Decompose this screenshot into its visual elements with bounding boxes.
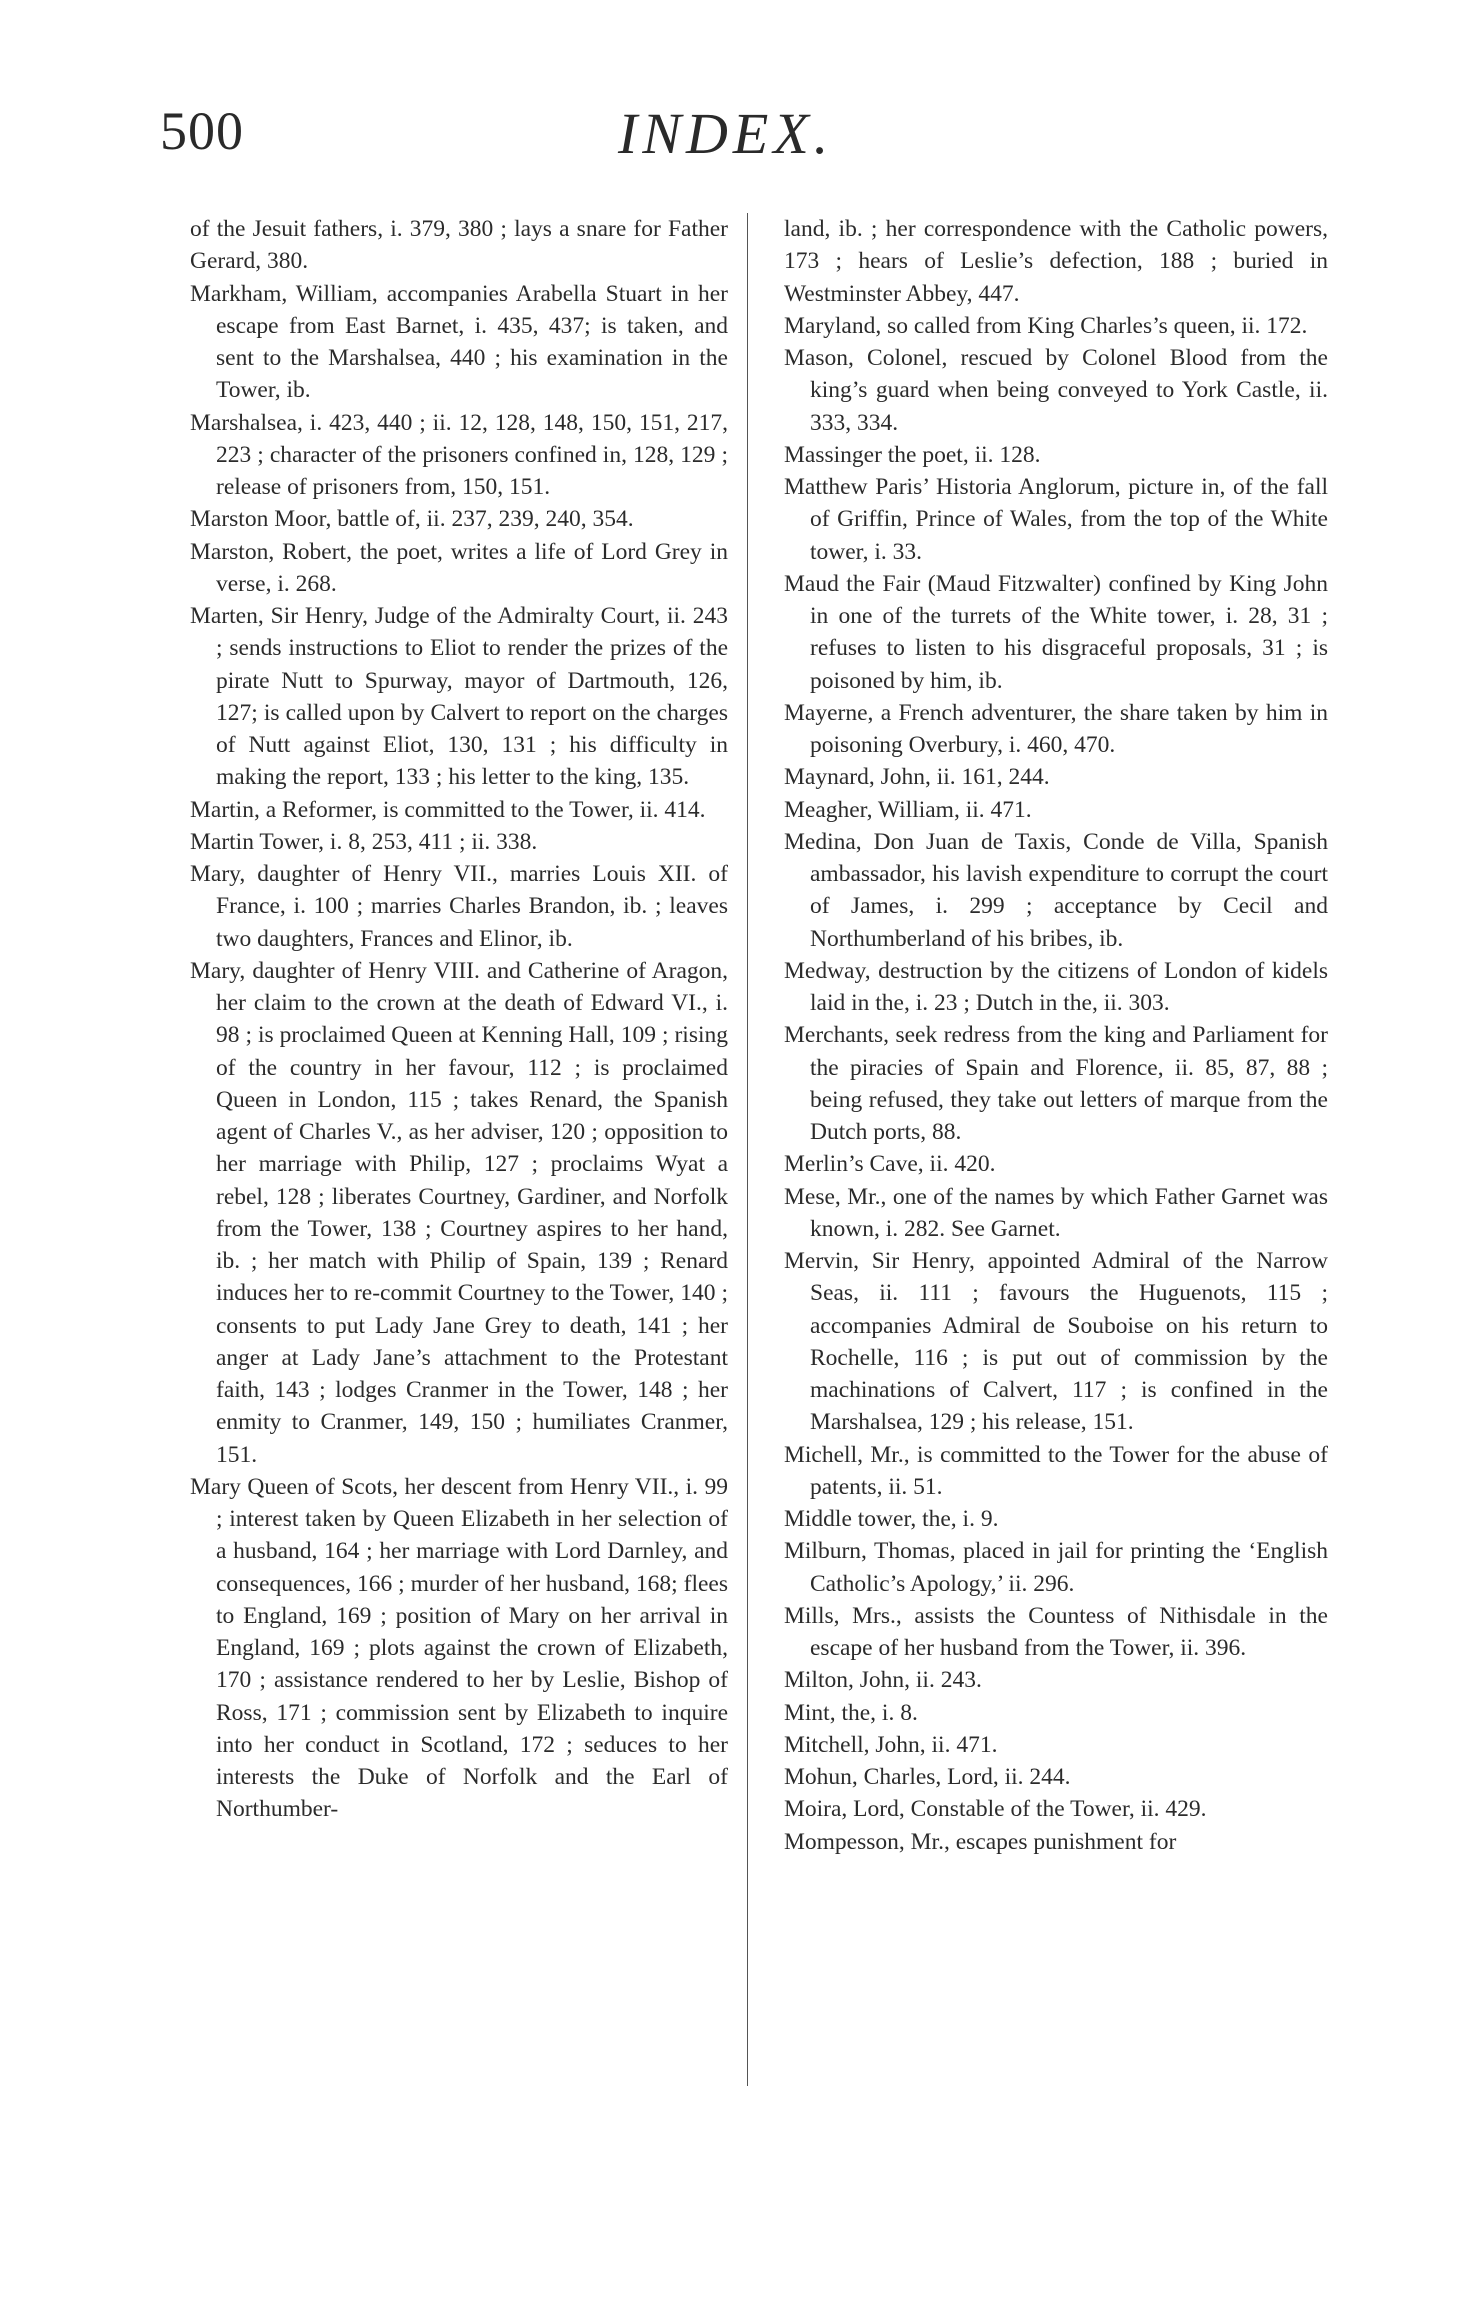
index-entry [190, 213, 728, 278]
index-entry [190, 536, 728, 601]
index-entry-text: (Maud Fitzwalter) confined by King John in one of the turrets of the White tower, i. 28, 31 ; refuses to listen to his disgraceful proposals, 31 ; is poisoned by him, ib. [810, 570, 1328, 694]
index-entry-text: daughter of Henry VII., marries Louis XII. of France, i. 100 ; marries Charles Brandon, ib. ; leaves two daughters, Frances and Elinor, ib. [216, 861, 728, 952]
index-entry [190, 826, 728, 858]
index-entry-text: assists the Countess of Nithisdale in the escape of her husband from the Tower, ii. 396. [810, 1602, 1328, 1661]
index-entry-text: so called from King Charles’s queen, ii. 172. [881, 312, 1308, 339]
index-entry-text: Historia Anglorum, picture in, of the fall of Griffin, Prince of Wales, from the top of the White tower, i. 33. [810, 474, 1329, 565]
index-entry-text: a Reformer, is committed to the Tower, ii. 414. [259, 796, 706, 823]
index-entry-text: the, i. 9. [916, 1506, 999, 1532]
index-entry [784, 1181, 1328, 1246]
index-headword: Matthew Paris’ [784, 474, 929, 500]
index-entry-text: Constable of the Tower, ii. 429. [904, 1796, 1207, 1823]
index-headword: Mint, [784, 1699, 836, 1726]
index-entry [190, 1471, 728, 1826]
index-entry-text: daughter of Henry VIII. and Catherine of Aragon, her claim to the crown at the death of Edward VI., i. 98 ; is proclaimed Queen at Kenning Hall, 109 ; rising of the country in her favour, 112 ; is proclaimed Queen in London, 115 ; takes Renard, the Spanish agent of Charles V., as her adviser, 120 ; opposition to her marriage with Philip, 127 ; proclaims Wyat a rebel, 128 ; liberates Courtney, Gardiner, and Norfolk from the Tower, 138 ; Courtney aspires to her hand, ib. ; her match with Philip of Spain, 139 ; Renard induces her to re-commit Courtney to the Tower, 140 ; consents to put Lady Jane Grey to death, 141 ; her anger at Lady Jane’s attachment to the Protestant faith, 143 ; lodges Cranmer in the Tower, 148 ; her enmity to Cranmer, 149, 150 ; humiliates Cranmer, 151. [216, 957, 728, 1468]
index-entry-text: the poet, ii. 128. [881, 441, 1041, 468]
index-entry [784, 1793, 1328, 1825]
index-entry-text: destruction by the citizens of London of kidels laid in the, i. 23 ; Dutch in the, ii. 303. [810, 957, 1328, 1016]
index-headword: Martin, [190, 796, 260, 823]
index-entry [190, 278, 728, 407]
index-entry [784, 1535, 1328, 1600]
index-entry-text: a French adventurer, the share taken by him in poisoning Overbury, i. 460, 470. [810, 699, 1328, 758]
index-entry [784, 1826, 1328, 1858]
index-entry [784, 826, 1328, 955]
index-headword: Mills, Mrs., [784, 1602, 902, 1629]
index-entry-text: of the Jesuit fathers, i. 379, 380 ; lays a snare for Father Gerard, 380. [190, 216, 728, 275]
index-entry [190, 794, 728, 826]
index-entry-text: rescued by Colonel Blood from the king’s guard when being conveyed to York Castle, ii. 333, 334. [810, 345, 1328, 436]
index-entry-text: Judge of the Admiralty Court, ii. 243 ; sends instructions to Eliot to render the prizes of the pirate Nutt to Spurway, mayor of Dartmouth, 126, 127; is called upon by Calvert to report on the charges of Nutt against Eliot, 130, 131 ; his difficulty in making the report, 133 ; his letter to the king, 135. [216, 603, 728, 791]
index-headword: Michell, Mr., [784, 1441, 910, 1468]
index-entry-text: land, ib. ; her correspondence with the Catholic powers, 173 ; hears of Leslie’s defection, 188 ; buried in Westminster Abbey, 447. [784, 216, 1328, 307]
index-headword: Maud the Fair [784, 570, 921, 597]
index-entry-text: i. 8, 253, 411 ; ii. 338. [324, 828, 538, 855]
index-headword: Mohun, Charles, Lord, [784, 1764, 999, 1790]
index-headword: Massinger [784, 441, 882, 468]
index-entry-text: escapes punishment for [949, 1828, 1177, 1855]
index-headword: Martin Tower, [190, 828, 325, 855]
index-entry [190, 600, 728, 794]
index-headword: Marshalsea, [190, 409, 303, 436]
index-headword: Mary, [190, 861, 246, 887]
index-headword: Meagher, William, [784, 796, 960, 823]
index-entry [190, 955, 728, 1471]
index-entry [784, 342, 1328, 439]
index-entry [784, 1761, 1328, 1793]
index-headword: Maynard, John, [784, 764, 931, 791]
index-headword: Mese, Mr., [784, 1183, 887, 1210]
index-headword: Marston Moor, [190, 506, 332, 533]
index-entry [784, 1148, 1328, 1180]
index-entry [784, 1439, 1328, 1504]
index-headword: Merlin’s Cave, [784, 1151, 924, 1178]
index-entry [784, 794, 1328, 826]
index-entry-text: ii. 471. [925, 1731, 998, 1758]
index-headword: Middle tower, [784, 1506, 917, 1532]
index-entry [784, 439, 1328, 471]
index-entry [784, 955, 1328, 1020]
index-entry-text: placed in jail for printing the ‘English Catholic’s Apology,’ ii. 296. [810, 1538, 1328, 1597]
index-headword: Markham, William, [190, 280, 378, 307]
index-headword: Mompesson, Mr., [784, 1828, 950, 1855]
index-entry [784, 213, 1328, 310]
index-entry-text: ii. 420. [923, 1151, 996, 1178]
index-entry-text: ii. 471. [959, 796, 1032, 823]
index-column-left [190, 213, 728, 1826]
index-entry-text: one of the names by which Father Garnet was known, i. 282. See Garnet. [810, 1183, 1328, 1242]
index-entry [784, 697, 1328, 762]
index-column-right [784, 213, 1328, 1858]
index-entry [784, 1697, 1328, 1729]
page-title: INDEX. [618, 101, 834, 166]
index-headword: Milburn, Thomas, [784, 1538, 956, 1565]
index-entry-text: ii. 244. [998, 1764, 1071, 1790]
index-headword: Mary Queen of Scots, [190, 1473, 399, 1500]
index-headword: Milton, John, [784, 1667, 911, 1694]
index-entry-text: seek redress from the king and Parliament for the piracies of Spain and Florence, ii. 85, 87, 88 ; being refused, they take out letters of marque from the Dutch ports, 88. [810, 1022, 1328, 1145]
index-headword: Medina, Don Juan de Taxis, [784, 828, 1072, 855]
index-headword: Mary, [190, 957, 246, 984]
index-headword: Mitchell, John, [784, 1731, 926, 1758]
index-headword: Marten, Sir Henry, [190, 603, 368, 629]
index-headword: Maryland, [784, 312, 882, 339]
index-entry-text: i. 423, 440 ; ii. 12, 128, 148, 150, 151, 217, 223 ; character of the prisoners confined in, 128, 129 ; release of prisoners from, 150, 151. [216, 409, 728, 500]
index-headword: Medway, [784, 957, 871, 984]
page-number: 500 [160, 101, 244, 161]
index-headword: Mayerne, [784, 699, 874, 726]
index-entry [190, 503, 728, 535]
index-entry-text: accompanies Arabella Stuart in her escape from East Barnet, i. 435, 437; is taken, and sent to the Marshalsea, 440 ; his examination in the Tower, ib. [216, 280, 728, 404]
index-entry-text: ii. 161, 244. [930, 764, 1050, 791]
index-entry [190, 858, 728, 955]
index-entry-text: appointed Admiral of the Narrow Seas, ii. 111 ; favours the Huguenots, 115 ; accompanies Admiral de Souboise on his return to Rochelle, 116 ; is put out of commission by the machinations of Calvert, 117 ; is confined in the Marshalsea, 129 ; his release, 151. [810, 1248, 1328, 1436]
index-entry-text: ii. 243. [910, 1667, 982, 1694]
index-entry-text: the poet, writes a life of Lord Grey in verse, i. 268. [216, 538, 728, 597]
index-headword: Mervin, Sir Henry, [784, 1248, 975, 1274]
index-entry [784, 310, 1328, 342]
index-headword: Merchants, [784, 1022, 890, 1049]
index-entry-text: Conde de Villa, Spanish ambassador, his lavish expenditure to corrupt the court of James, i. 299 ; acceptance by Cecil and Northumberland of his bribes, ib. [810, 828, 1328, 952]
index-headword: Moira, Lord, [784, 1796, 905, 1823]
index-entry [784, 1503, 1328, 1535]
index-entry [784, 1729, 1328, 1761]
index-entry [784, 471, 1328, 568]
index-headword: Mason, Colonel, [784, 345, 948, 371]
column-divider [747, 213, 748, 2086]
index-entry [784, 1664, 1328, 1696]
index-entry [784, 761, 1328, 793]
index-entry-text: battle of, ii. 237, 239, 240, 354. [331, 506, 634, 533]
index-entry-text: the, i. 8. [835, 1699, 918, 1726]
index-entry-text: her descent from Henry VII., i. 99 ; interest taken by Queen Elizabeth in her selection of a husband, 164 ; her marriage with Lord Darnley, and consequences, 166 ; murder of her husband, 168; flees to England, 169 ; position of Mary on her arrival in England, 169 ; plots against the crown of Elizabeth, 170 ; assistance rendered to her by Leslie, Bishop of Ross, 171 ; commission sent by Elizabeth to inquire into her conduct in Scotland, 172 ; seduces to her interests the Duke of Norfolk and the Earl of Northumber- [216, 1473, 729, 1823]
index-entry [784, 568, 1328, 697]
index-entry-text: is committed to the Tower for the abuse of patents, ii. 51. [810, 1441, 1328, 1500]
index-headword: Marston, Robert, [190, 538, 352, 565]
index-entry [190, 407, 728, 504]
index-entry [784, 1019, 1328, 1148]
index-entry [784, 1600, 1328, 1665]
index-entry [784, 1245, 1328, 1439]
